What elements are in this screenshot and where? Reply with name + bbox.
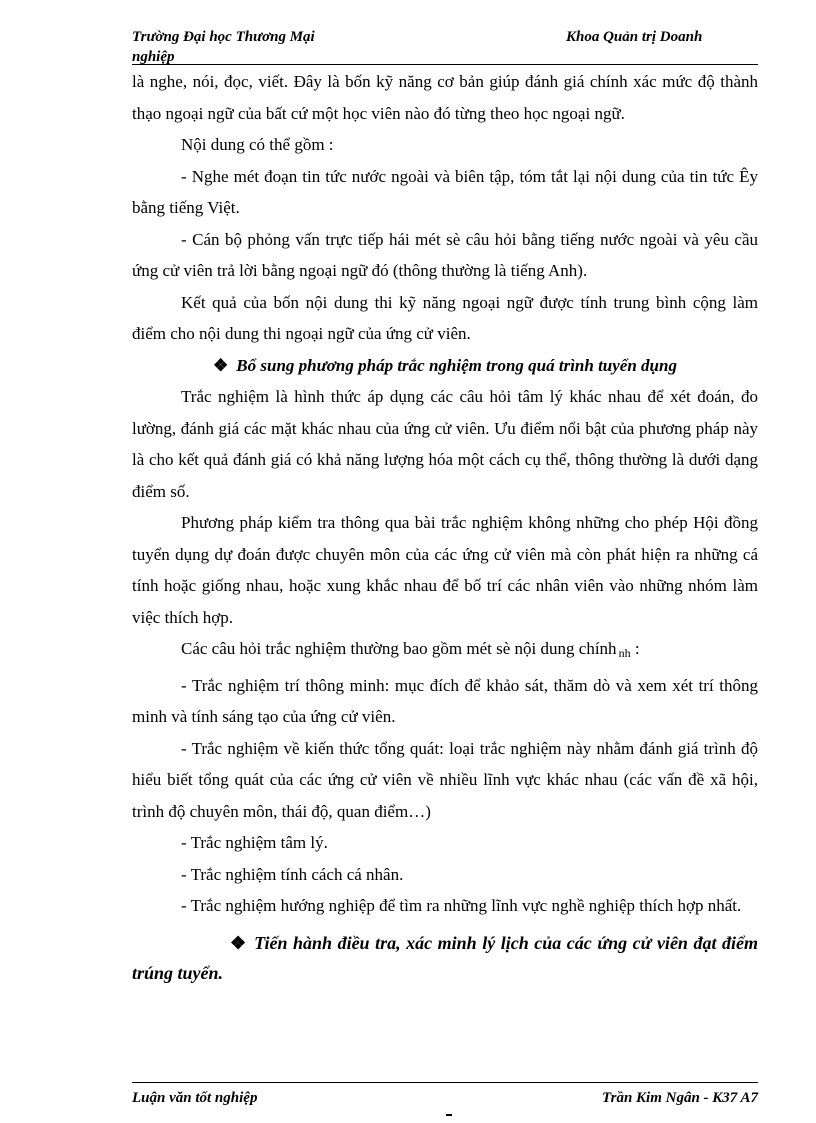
diamond-bullet-icon: ❖ xyxy=(213,355,229,375)
footer-divider xyxy=(132,1082,758,1083)
list-item-knowledge: - Trắc nghiệm về kiến thức tổng quát: loại trắc nghiệm này nhằm đánh giá trình độ hiểu biết tổng quát của các ứng cử viên về nhiều lĩnh vực khác nhau (các vấn đề xã hội, trình độ chuyên môn, thái độ, quan điểm…) xyxy=(132,738,758,821)
test-content-end: : xyxy=(630,639,640,658)
header-faculty: Khoa Quản trị Doanh xyxy=(566,29,703,45)
list-item-intelligence: - Trắc nghiệm trí thông minh: mục đích để khảo sát, thăm dò và xem xét trí thông minh và tính sáng tạo của ứng cử viên. xyxy=(132,675,758,726)
paragraph-interview: - Cán bộ phỏng vấn trực tiếp hái mét sè câu hỏi bằng tiếng nước ngoài và yêu cầu ứng cử viên trả lời bằng ngoại ngữ đó (thông thường là tiếng Anh). xyxy=(132,229,758,280)
header-school-line1: Trường Đại học Thương Mại xyxy=(132,29,315,45)
paragraph-continuation: là nghe, nói, đọc, viết. Đây là bốn kỹ năng cơ bản giúp đánh giá chính xác mức độ thành thạo ngoại ngữ của bất cứ một học viên nào đó từng theo học ngoại ngữ. xyxy=(132,72,758,123)
list-item-career: - Trắc nghiệm hướng nghiệp để tìm ra những lĩnh vực nghề nghiệp thích hợp nhất. xyxy=(181,896,742,915)
paragraph-result: Kết quả của bốn nội dung thi kỹ năng ngoại ngữ được tính trung bình cộng làm điểm cho nội dung thi ngoại ngữ của ứng cử viên. xyxy=(132,292,758,343)
paragraph-content-intro: Nội dung có thể gồm : xyxy=(181,135,334,154)
section-heading-test-method xyxy=(132,350,758,382)
document-body xyxy=(132,66,758,988)
list-item-psychology: - Trắc nghiệm tâm lý. xyxy=(181,833,328,852)
section-heading-background-check xyxy=(132,928,758,988)
footer-thesis-label: Luận văn tốt nghiệp xyxy=(132,1090,258,1106)
diamond-bullet-icon: ❖ xyxy=(230,932,247,953)
section-heading-text: Tiến hành điều tra, xác minh lý lịch của các ứng cử viên đạt điểm trúng tuyển. xyxy=(132,932,758,983)
test-content-sub: nh xyxy=(618,646,631,660)
paragraph-test-benefit: Phương pháp kiểm tra thông qua bài trắc nghiệm không những cho phép Hội đồng tuyển dụng dự đoán được chuyên môn của các ứng cử viên mà còn phát hiện ra những cá tính hoặc giống nhau, hoặc xung khắc nhau để bố trí các nhân viên vào những nhóm làm việc thích hợp. xyxy=(132,513,758,627)
paragraph-listening: - Nghe mét đoạn tin tức nước ngoài và biên tập, tóm tắt lại nội dung của tin tức Êy bằng tiếng Việt. xyxy=(132,166,758,217)
page-number-mark xyxy=(446,1114,452,1116)
header-school xyxy=(132,27,315,67)
footer-author: Trần Kim Ngân - K37 A7 xyxy=(602,1090,758,1106)
paragraph-test-definition: Trắc nghiệm là hình thức áp dụng các câu hỏi tâm lý khác nhau để xét đoán, đo lường, đánh giá các mặt khác nhau của ứng cử viên. Ưu điểm nổi bật của phương pháp này là cho kết quả đánh giá có khả năng lượng hóa một cách cụ thể, thông thường là dưới dạng điểm số. xyxy=(132,387,758,501)
section-heading-text: Bổ sung phương pháp trắc nghiệm trong quá trình tuyển dụng xyxy=(236,355,677,375)
header-divider xyxy=(132,64,758,65)
header-school-line2: nghiệp xyxy=(132,49,175,65)
list-item-personality: - Trắc nghiệm tính cách cá nhân. xyxy=(181,864,404,884)
paragraph-test-content xyxy=(132,633,758,670)
test-content-text: Các câu hỏi trắc nghiệm thường bao gồm mét sè nội dung chính xyxy=(181,639,617,658)
